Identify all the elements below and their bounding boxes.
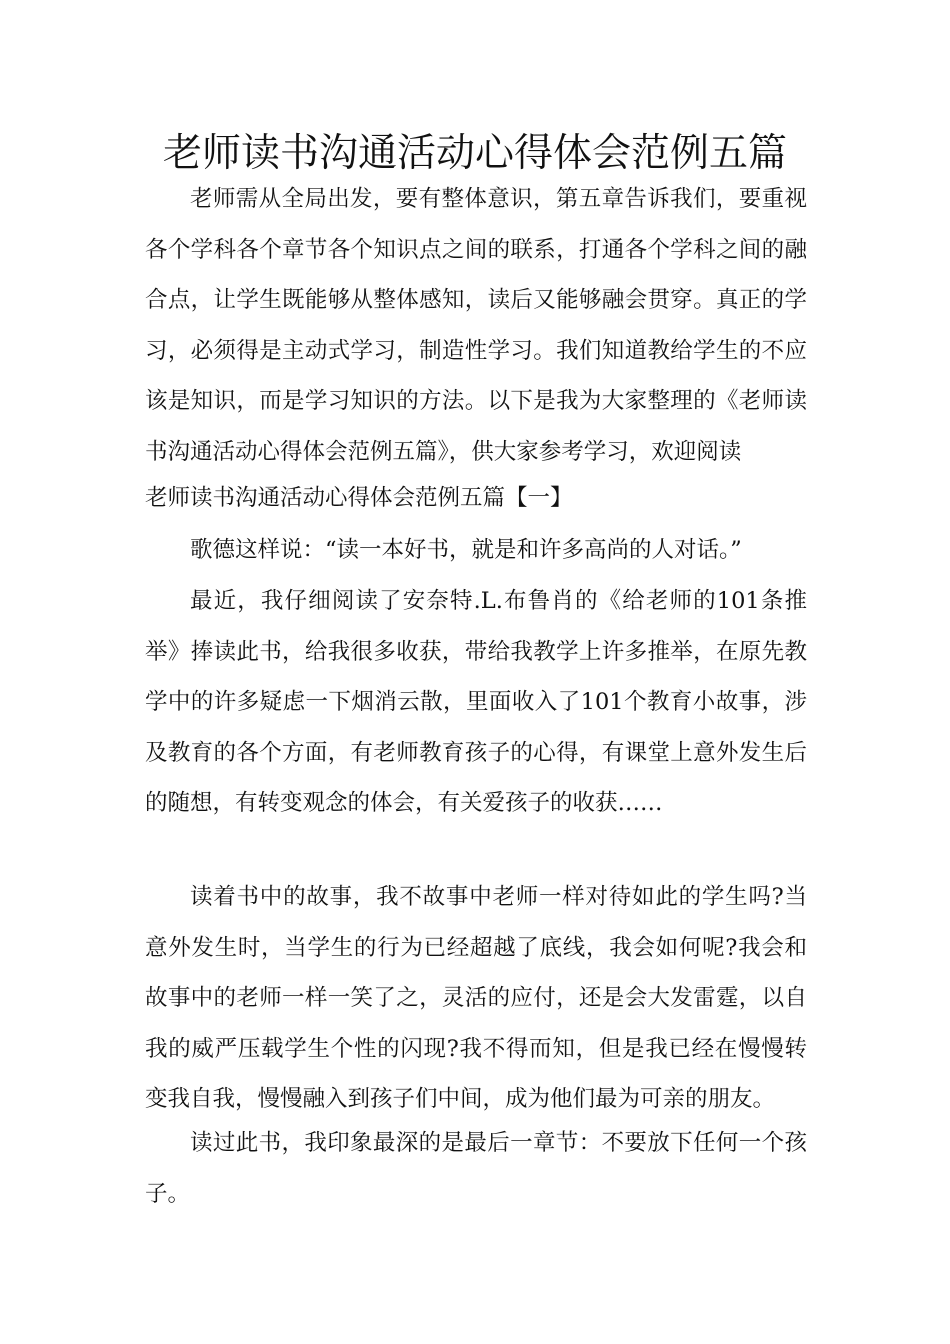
quote-paragraph: 歌德这样说：“读一本好书，就是和许多高尚的人对话。” [190, 537, 742, 563]
recent-reading-paragraph: 最近，我仔细阅读了安奈特.L.布鲁肖的《给老师的101条推举》捧读此书，给我很多收获，带给我教学上许多推举，在原先教学中的许多疑虑一下烟消云散，里面收入了101个教育小故事，涉及教育的各个方面，有老师教育孩子的心得，有课堂上意外发生后的随想，有转变观念的体会，有关爱孩子的收获…… [145, 588, 807, 817]
intro-paragraph: 老师需从全局出发，要有整体意识，第五章告诉我们，要重视各个学科各个章节各个知识点之间的联系，打通各个学科之间的融合点，让学生既能够从整体感知，读后又能够融会贯穿。真正的学习，必须得是主动式学习，制造性学习。我们知道教给学生的不应该是知识，而是学习知识的方法。以下是我为大家整理的《老师读书沟通活动心得体会范例五篇》，供大家参考学习，欢迎阅读 [145, 186, 807, 465]
document-title: 老师读书沟通活动心得体会范例五篇 [162, 131, 787, 176]
story-reflection-paragraph: 读着书中的故事，我不故事中老师一样对待如此的学生吗?当意外发生时，当学生的行为已经超越了底线，我会如何呢?我会和故事中的老师一样一笑了之，灵活的应付，还是会大发雷霆，以自我的威严压载学生个性的闪现?我不得而知，但是我已经在慢慢转变我自我，慢慢融入到孩子们中间，成为他们最为可亲的朋友。 [145, 884, 807, 1113]
final-paragraph: 读过此书，我印象最深的是最后一章节：不要放下任何一个孩子。 [145, 1130, 807, 1207]
section-heading: 老师读书沟通活动心得体会范例五篇【一】 [145, 485, 573, 511]
